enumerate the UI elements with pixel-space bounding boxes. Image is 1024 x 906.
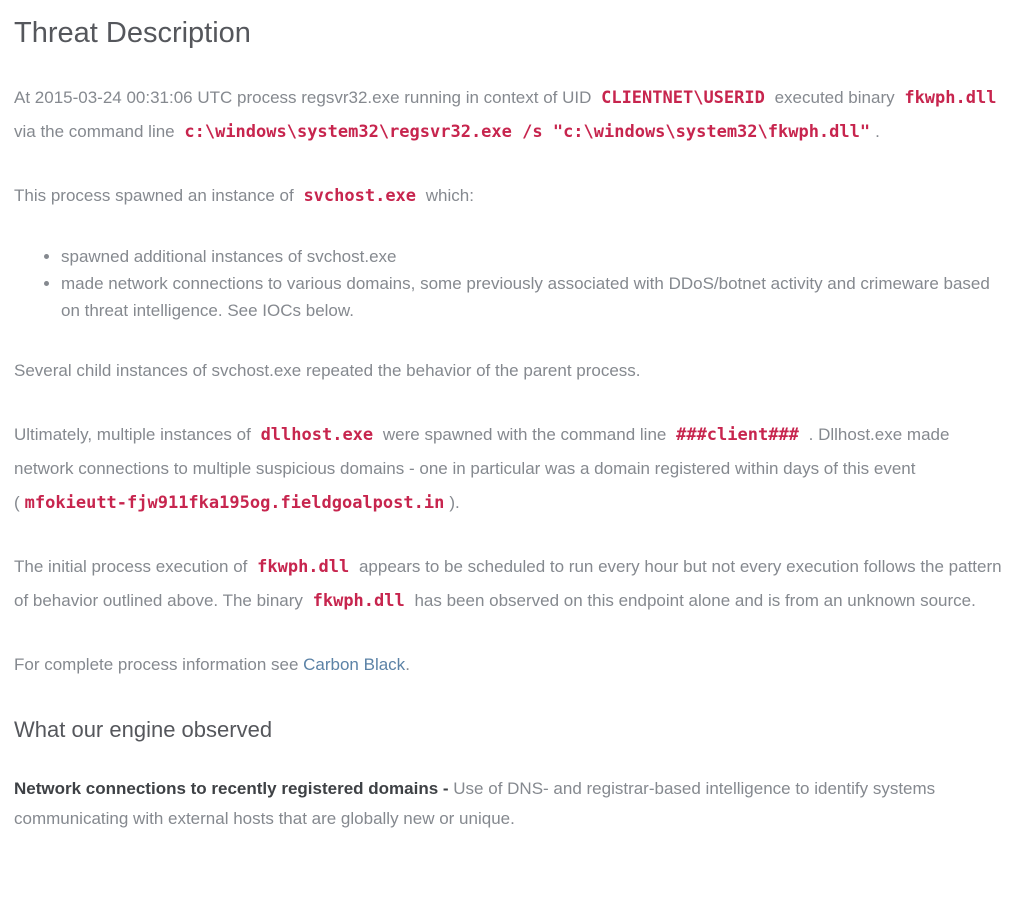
behavior-list	[14, 243, 1010, 325]
text-run: . Dllhost.exe made network connections to multiple suspicious domains - one in particular was a domain registered within days of this event (	[14, 425, 950, 513]
process-info-paragraph	[14, 648, 1010, 682]
text-run: .	[405, 655, 410, 675]
initial-execution-paragraph	[14, 550, 1010, 618]
inline-code: fkwph.dll	[257, 557, 350, 578]
inline-code: fkwph.dll	[904, 87, 997, 108]
list-item	[61, 270, 1010, 324]
carbon-black-link[interactable]: Carbon Black	[303, 655, 406, 675]
threat-description-page	[0, 16, 1024, 834]
inline-code: svchost.exe	[303, 185, 417, 206]
text-run: Several child instances of svchost.exe repeated the behavior of the parent process.	[14, 361, 641, 381]
dllhost-paragraph	[14, 418, 1010, 520]
section-title: What our engine observed	[14, 717, 273, 743]
text-run: has been observed on this endpoint alone and is from an unknown source.	[409, 591, 976, 611]
text-run: .	[875, 121, 880, 141]
process-spawn-paragraph	[14, 179, 1010, 213]
text-run: executed binary	[769, 87, 900, 107]
inline-code: fkwph.dll	[312, 591, 405, 612]
bold-text: Network connections to recently registered domains -	[14, 778, 454, 798]
text-run: For complete process information see	[14, 655, 304, 675]
text-run: ).	[449, 493, 460, 513]
text-run: Use of DNS- and registrar-based intelligence to identify systems communicating with external hosts that are globally new or unique.	[14, 778, 936, 829]
inline-code: CLIENTNET\USERID	[601, 87, 765, 108]
incident-summary-paragraph	[14, 81, 1010, 149]
text-run: Ultimately, multiple instances of	[14, 425, 256, 445]
inline-code: c:\windows\system32\regsvr32.exe /s "c:\windows\system32\fkwph.dll"	[184, 121, 871, 142]
page-title: Threat Description	[14, 17, 251, 49]
child-instances-paragraph	[14, 354, 1010, 388]
text-run: which:	[421, 185, 474, 205]
text-run: This process spawned an instance of	[14, 185, 299, 205]
text-run: The initial process execution of	[14, 557, 253, 577]
inline-code: ###client###	[676, 425, 799, 446]
text-run: At 2015-03-24 00:31:06 UTC process regsvr32.exe running in context of UID	[14, 87, 597, 107]
inline-code: mfokieutt-fjw911fka195og.fieldgoalpost.in	[24, 493, 445, 514]
text-run: spawned additional instances of svchost.exe	[61, 246, 397, 266]
text-run: were spawned with the command line	[378, 425, 672, 445]
list-item	[61, 243, 1010, 270]
text-run: appears to be scheduled to run every hour but not every execution follows the pattern of behavior outlined above. The binary	[14, 557, 1002, 611]
text-run: made network connections to various domains, some previously associated with DDoS/botnet activity and crimeware based on threat intelligence. See IOCs below.	[61, 273, 990, 321]
text-run: via the command line	[14, 121, 180, 141]
engine-observed-paragraph	[14, 774, 1010, 835]
inline-code: dllhost.exe	[260, 425, 374, 446]
